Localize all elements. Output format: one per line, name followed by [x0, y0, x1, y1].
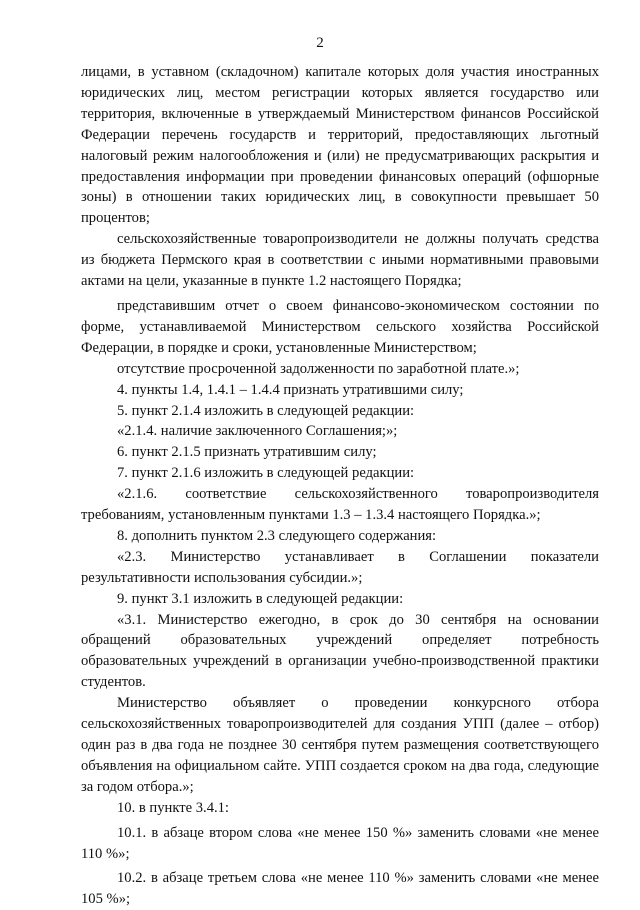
paragraph-report-condition: представившим отчет о своем финансово-экономическом состоянии по форме, устанавливаемой Министерством сельского хозяйства Российской Федерации, в порядке и сроки, установленные Министерством;: [81, 297, 599, 356]
paragraph-item-5: 5. пункт 2.1.4 изложить в следующей редакции:: [117, 402, 415, 419]
paragraph-item-7-text: «2.1.6. соответствие сельскохозяйственного товаропроизводителя требованиям, установленным пунктами 1.3 – 1.3.4 настоящего Порядка.»;: [81, 486, 599, 524]
paragraph-item-10-2: 10.2. в абзаце третьем слова «не менее 110 %» заменить словами «не менее 105 %»;: [81, 870, 599, 908]
paragraph-item-6: 6. пункт 2.1.5 признать утратившим силу;: [117, 444, 377, 461]
paragraph-budget-condition: сельскохозяйственные товаропроизводители не должны получать средства из бюджета Пермского края в соответствии с иными нормативными правовыми актами на цели, указанные в пункте 1.2 настоящего Порядка;: [81, 231, 599, 290]
paragraph-item-9-selection: Министерство объявляет о проведении конкурсного отбора сельскохозяйственных товаропроизводителей для создания УПП (далее – отбор) один раз в два года не позднее 30 сентября путем размещения соответствующего объявления на официальном сайте. УПП создается сроком на два года, следующие за годом отбора.»;: [81, 695, 599, 795]
paragraph-item-7: 7. пункт 2.1.6 изложить в следующей редакции:: [117, 465, 415, 482]
paragraph-item-9-text: «3.1. Министерство ежегодно, в срок до 30 сентября на основании обращений образовательных учреждений определяет потребность образовательных учреждений в организации учебно-производственной практики студентов.: [81, 611, 599, 691]
paragraph-item-5-text: «2.1.4. наличие заключенного Соглашения;»;: [117, 423, 398, 440]
paragraph-item-8-text: «2.3. Министерство устанавливает в Соглашении показатели результативности использования субсидии.»;: [81, 548, 599, 586]
paragraph-item-9: 9. пункт 3.1 изложить в следующей редакции:: [117, 590, 404, 607]
page-number: 2: [316, 35, 324, 51]
paragraph-item-10-1: 10.1. в абзаце втором слова «не менее 150 %» заменить словами «не менее 110 %»;: [81, 824, 599, 862]
paragraph-salary-condition: отсутствие просроченной задолженности по заработной плате.»;: [117, 360, 520, 377]
paragraph-item-4: 4. пункты 1.4, 1.4.1 – 1.4.4 признать утратившими силу;: [117, 381, 464, 398]
paragraph-item-10: 10. в пункте 3.4.1:: [117, 799, 229, 816]
paragraph-item-8: 8. дополнить пунктом 2.3 следующего содержания:: [117, 527, 437, 544]
paragraph-offshore-condition: лицами, в уставном (складочном) капитале которых доля участия иностранных юридических лиц, местом регистрации которых является государство или территория, включенные в утверждаемый Министерством финансов Российской Федерации перечень государств и территорий, предоставляющих льготный налоговый режим налогообложения и (или) не предусматривающих раскрытия и предоставления информации при проведении финансовых операций (офшорные зоны) в отношении таких юридических лиц, в совокупности превышает 50 процентов;: [81, 64, 599, 227]
document-body: [81, 62, 599, 910]
